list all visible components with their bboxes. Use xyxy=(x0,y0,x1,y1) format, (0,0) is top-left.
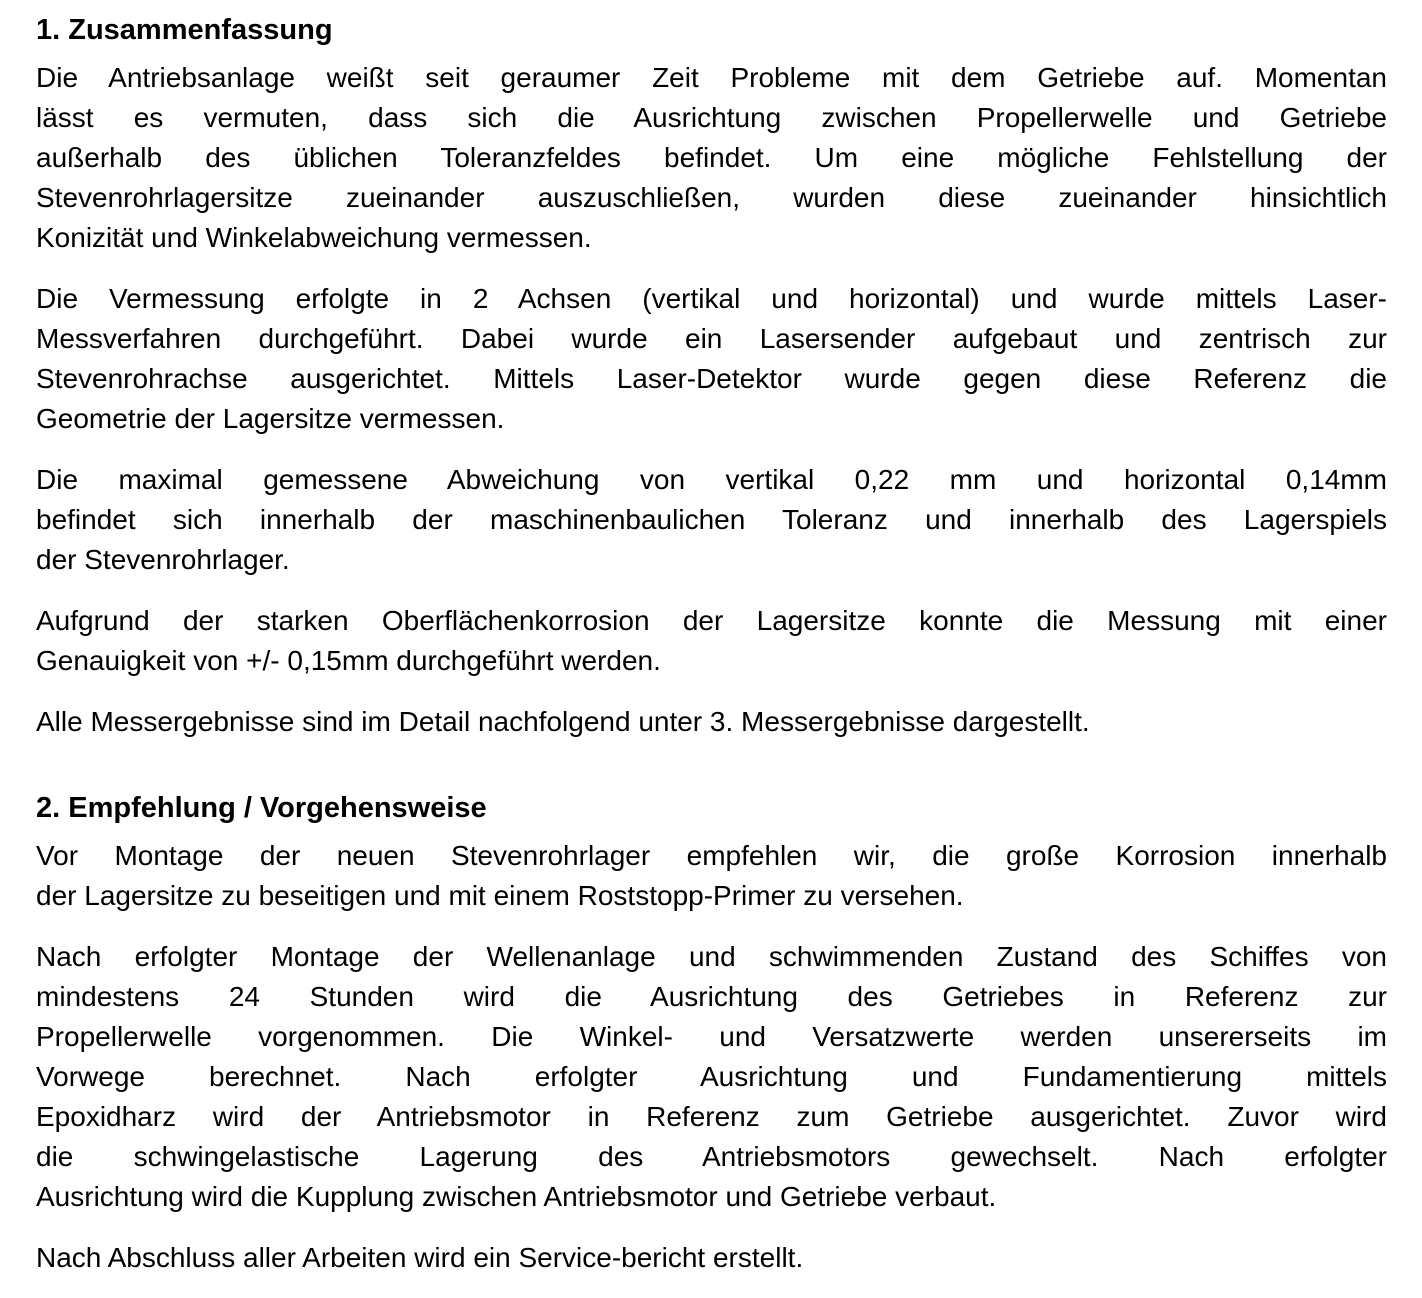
text-line: die schwingelastische Lagerung des Antriebsmotors gewechselt. Nach erfolgter xyxy=(36,1141,1387,1172)
text-line: Geometrie der Lagersitze vermessen. xyxy=(36,403,505,434)
text-line: außerhalb des üblichen Toleranzfeldes befindet. Um eine mögliche Fehlstellung der xyxy=(36,142,1387,173)
section xyxy=(36,10,1387,742)
text-line: befindet sich innerhalb der maschinenbaulichen Toleranz und innerhalb des Lagerspiels xyxy=(36,504,1387,535)
text-line: Alle Messergebnisse sind im Detail nachfolgend unter 3. Messergebnisse dargestellt. xyxy=(36,706,1090,737)
paragraph xyxy=(36,58,1387,258)
text-line: Propellerwelle vorgenommen. Die Winkel- und Versatzwerte werden unsererseits im xyxy=(36,1021,1387,1052)
text-line: der Stevenrohrlager. xyxy=(36,544,290,575)
section xyxy=(36,788,1387,1278)
text-line: Konizität und Winkelabweichung vermessen. xyxy=(36,222,592,253)
section-heading: 2. Empfehlung / Vorgehensweise xyxy=(36,792,487,824)
text-line: Ausrichtung wird die Kupplung zwischen Antriebsmotor und Getriebe verbaut. xyxy=(36,1181,997,1212)
text-line: Epoxidharz wird der Antriebsmotor in Referenz zum Getriebe ausgerichtet. Zuvor wird xyxy=(36,1101,1387,1132)
text-line: Nach erfolgter Montage der Wellenanlage und schwimmenden Zustand des Schiffes von xyxy=(36,941,1387,972)
text-line: lässt es vermuten, dass sich die Ausrichtung zwischen Propellerwelle und Getriebe xyxy=(36,102,1387,133)
paragraph xyxy=(36,836,1387,916)
text-line: Genauigkeit von +/- 0,15mm durchgeführt werden. xyxy=(36,645,661,676)
text-line: Stevenrohrachse ausgerichtet. Mittels Laser-Detektor wurde gegen diese Referenz die xyxy=(36,363,1387,394)
paragraph xyxy=(36,279,1387,439)
text-line: Vor Montage der neuen Stevenrohrlager empfehlen wir, die große Korrosion innerhalb xyxy=(36,840,1387,871)
text-line: Die Vermessung erfolgte in 2 Achsen (vertikal und horizontal) und wurde mittels Laser- xyxy=(36,283,1387,314)
text-line: Aufgrund der starken Oberflächenkorrosion der Lagersitze konnte die Messung mit einer xyxy=(36,605,1387,636)
section-heading: 1. Zusammenfassung xyxy=(36,14,333,46)
paragraph xyxy=(36,937,1387,1217)
text-line: Die Antriebsanlage weißt seit geraumer Zeit Probleme mit dem Getriebe auf. Momentan xyxy=(36,62,1387,93)
paragraph xyxy=(36,1238,1387,1278)
text-line: Vorwege berechnet. Nach erfolgter Ausrichtung und Fundamentierung mittels xyxy=(36,1061,1387,1092)
text-line: Messverfahren durchgeführt. Dabei wurde ein Lasersender aufgebaut und zentrisch zur xyxy=(36,323,1387,354)
paragraph xyxy=(36,460,1387,580)
paragraph xyxy=(36,601,1387,681)
paragraph xyxy=(36,702,1387,742)
text-line: mindestens 24 Stunden wird die Ausrichtung des Getriebes in Referenz zur xyxy=(36,981,1387,1012)
text-line: Nach Abschluss aller Arbeiten wird ein Service-bericht erstellt. xyxy=(36,1242,804,1273)
text-line: Stevenrohrlagersitze zueinander auszuschließen, wurden diese zueinander hinsichtlich xyxy=(36,182,1387,213)
text-line: Die maximal gemessene Abweichung von vertikal 0,22 mm und horizontal 0,14mm xyxy=(36,464,1387,495)
text-line: der Lagersitze zu beseitigen und mit einem Roststopp-Primer zu versehen. xyxy=(36,880,964,911)
